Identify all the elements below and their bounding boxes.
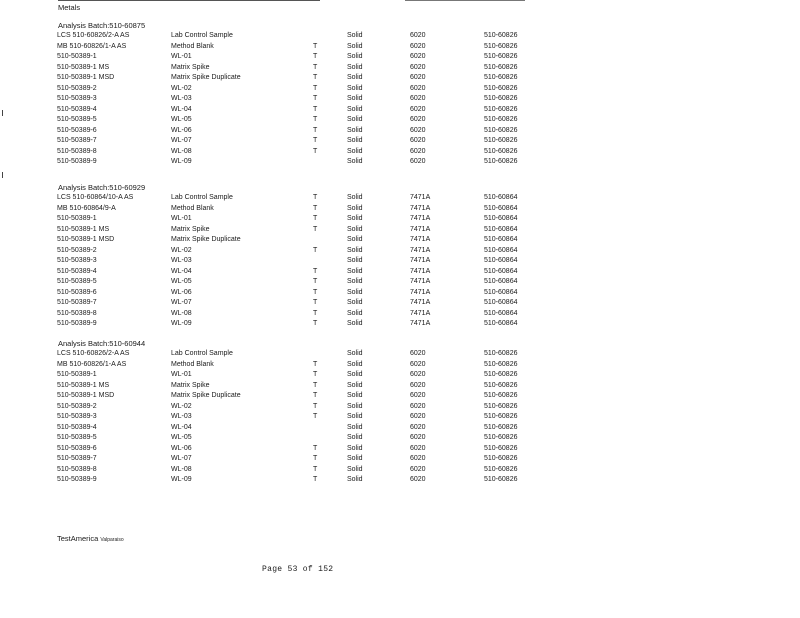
sample-type: WL-05 bbox=[171, 434, 192, 441]
matrix: Solid bbox=[347, 215, 363, 222]
sample-type: WL-09 bbox=[171, 320, 192, 327]
sample-id: LCS 510-60864/10-A AS bbox=[57, 194, 134, 201]
sample-type: WL-08 bbox=[171, 147, 192, 155]
table-row bbox=[0, 236, 800, 246]
sample-id: 510-50389-1 MS bbox=[57, 63, 110, 71]
method: 7471A bbox=[410, 320, 431, 327]
table-row bbox=[0, 268, 800, 278]
method: 6020 bbox=[410, 413, 426, 420]
sample-type: WL-03 bbox=[171, 95, 192, 102]
result-flag: T bbox=[313, 371, 318, 378]
method: 7471A bbox=[410, 257, 431, 264]
matrix: Solid bbox=[347, 74, 363, 81]
matrix: Solid bbox=[347, 63, 363, 71]
prep-batch: 510-60826 bbox=[484, 371, 518, 378]
sample-id: 510-50389-8 bbox=[57, 147, 97, 155]
table-row bbox=[0, 205, 800, 215]
result-flag: T bbox=[313, 476, 318, 483]
result-flag: T bbox=[313, 74, 318, 81]
sample-type: WL-08 bbox=[171, 465, 192, 473]
prep-batch: 510-60826 bbox=[484, 455, 518, 462]
matrix: Solid bbox=[347, 147, 363, 155]
prep-batch: 510-60826 bbox=[484, 116, 518, 123]
matrix: Solid bbox=[347, 371, 363, 378]
sample-id: 510-50389-4 bbox=[57, 105, 97, 113]
sample-type: WL-04 bbox=[171, 267, 192, 275]
table-row bbox=[0, 148, 800, 158]
sample-type: Method Blank bbox=[171, 42, 214, 50]
method: 6020 bbox=[410, 402, 426, 410]
matrix: Solid bbox=[347, 257, 363, 264]
result-flag: T bbox=[313, 278, 318, 285]
sample-id: 510-50389-2 bbox=[57, 402, 97, 410]
prep-batch: 510-60864 bbox=[484, 278, 518, 285]
result-flag: T bbox=[313, 288, 318, 296]
table-row bbox=[0, 299, 800, 309]
sample-id: LCS 510-60826/2-A AS bbox=[57, 350, 130, 357]
sample-id: MB 510-60826/1-A AS bbox=[57, 42, 127, 50]
method: 6020 bbox=[410, 137, 426, 144]
table-row bbox=[0, 361, 800, 371]
matrix: Solid bbox=[347, 204, 363, 212]
matrix: Solid bbox=[347, 455, 363, 462]
table-row bbox=[0, 226, 800, 236]
sample-type: WL-04 bbox=[171, 105, 192, 113]
sample-type: Lab Control Sample bbox=[171, 194, 233, 201]
sample-type: WL-01 bbox=[171, 53, 192, 60]
sample-type: WL-06 bbox=[171, 444, 192, 452]
sample-id: 510-50389-6 bbox=[57, 126, 97, 134]
method: 6020 bbox=[410, 147, 426, 155]
sample-id: 510-50389-5 bbox=[57, 278, 97, 285]
sample-id: 510-50389-1 MS bbox=[57, 381, 110, 389]
batch-title: Analysis Batch:510-60929 bbox=[58, 183, 146, 192]
matrix: Solid bbox=[347, 465, 363, 473]
table-row bbox=[0, 310, 800, 320]
sample-id: 510-50389-1 bbox=[57, 215, 97, 222]
table-row bbox=[0, 320, 800, 330]
table-row bbox=[0, 53, 800, 63]
method: 7471A bbox=[410, 288, 431, 296]
method: 6020 bbox=[410, 105, 426, 113]
method: 6020 bbox=[410, 126, 426, 134]
sample-id: 510-50389-1 MSD bbox=[57, 74, 115, 81]
result-flag: T bbox=[313, 381, 318, 389]
result-flag: T bbox=[313, 84, 318, 92]
prep-batch: 510-60864 bbox=[484, 246, 518, 254]
matrix: Solid bbox=[347, 84, 363, 92]
prep-batch: 510-60826 bbox=[484, 137, 518, 144]
matrix: Solid bbox=[347, 278, 363, 285]
method: 6020 bbox=[410, 32, 426, 39]
matrix: Solid bbox=[347, 402, 363, 410]
prep-batch: 510-60864 bbox=[484, 299, 518, 306]
table-row bbox=[0, 466, 800, 476]
result-flag: T bbox=[313, 137, 318, 144]
method: 7471A bbox=[410, 299, 431, 306]
matrix: Solid bbox=[347, 381, 363, 389]
sample-id: 510-50389-1 MS bbox=[57, 225, 110, 233]
matrix: Solid bbox=[347, 32, 363, 39]
method: 6020 bbox=[410, 53, 426, 60]
prep-batch: 510-60826 bbox=[484, 53, 518, 60]
margin-mark bbox=[2, 172, 3, 178]
table-row bbox=[0, 350, 800, 360]
sample-type: Matrix Spike bbox=[171, 381, 210, 389]
table-row bbox=[0, 194, 800, 204]
matrix: Solid bbox=[347, 476, 363, 483]
prep-batch: 510-60864 bbox=[484, 267, 518, 275]
sample-type: WL-09 bbox=[171, 158, 192, 165]
prep-batch: 510-60864 bbox=[484, 215, 518, 222]
header-rule bbox=[58, 0, 320, 1]
table-row bbox=[0, 289, 800, 299]
table-row bbox=[0, 85, 800, 95]
result-flag: T bbox=[313, 309, 318, 317]
sample-id: 510-50389-1 bbox=[57, 371, 97, 378]
result-flag: T bbox=[313, 320, 318, 327]
table-row bbox=[0, 158, 800, 168]
table-row bbox=[0, 403, 800, 413]
table-row bbox=[0, 95, 800, 105]
method: 6020 bbox=[410, 423, 426, 431]
method: 6020 bbox=[410, 116, 426, 123]
prep-batch: 510-60826 bbox=[484, 476, 518, 483]
table-row bbox=[0, 392, 800, 402]
sample-type: WL-06 bbox=[171, 288, 192, 296]
table-row bbox=[0, 424, 800, 434]
table-row bbox=[0, 247, 800, 257]
result-flag: T bbox=[313, 360, 318, 368]
sample-id: 510-50389-1 MSD bbox=[57, 236, 115, 243]
sample-id: 510-50389-4 bbox=[57, 267, 97, 275]
table-row bbox=[0, 74, 800, 84]
result-flag: T bbox=[313, 267, 318, 275]
result-flag: T bbox=[313, 204, 318, 212]
method: 6020 bbox=[410, 465, 426, 473]
result-flag: T bbox=[313, 402, 318, 410]
table-row bbox=[0, 43, 800, 53]
prep-batch: 510-60864 bbox=[484, 194, 518, 201]
result-flag: T bbox=[313, 392, 318, 399]
sample-id: 510-50389-8 bbox=[57, 309, 97, 317]
sample-type: Matrix Spike Duplicate bbox=[171, 236, 241, 243]
sample-id: 510-50389-6 bbox=[57, 288, 97, 296]
prep-batch: 510-60826 bbox=[484, 381, 518, 389]
matrix: Solid bbox=[347, 288, 363, 296]
method: 6020 bbox=[410, 74, 426, 81]
result-flag: T bbox=[313, 465, 318, 473]
matrix: Solid bbox=[347, 444, 363, 452]
prep-batch: 510-60826 bbox=[484, 392, 518, 399]
table-row bbox=[0, 215, 800, 225]
prep-batch: 510-60826 bbox=[484, 42, 518, 50]
matrix: Solid bbox=[347, 392, 363, 399]
table-row bbox=[0, 476, 800, 486]
table-row bbox=[0, 382, 800, 392]
result-flag: T bbox=[313, 105, 318, 113]
method: 7471A bbox=[410, 278, 431, 285]
table-row bbox=[0, 257, 800, 267]
result-flag: T bbox=[313, 53, 318, 60]
result-flag: T bbox=[313, 42, 318, 50]
sample-type: WL-07 bbox=[171, 137, 192, 144]
prep-batch: 510-60826 bbox=[484, 465, 518, 473]
sample-id: 510-50389-5 bbox=[57, 434, 97, 441]
matrix: Solid bbox=[347, 194, 363, 201]
matrix: Solid bbox=[347, 126, 363, 134]
result-flag: T bbox=[313, 95, 318, 102]
prep-batch: 510-60826 bbox=[484, 126, 518, 134]
sample-type: WL-06 bbox=[171, 126, 192, 134]
matrix: Solid bbox=[347, 95, 363, 102]
result-flag: T bbox=[313, 246, 318, 254]
matrix: Solid bbox=[347, 158, 363, 165]
prep-batch: 510-60826 bbox=[484, 360, 518, 368]
method: 6020 bbox=[410, 63, 426, 71]
prep-batch: 510-60826 bbox=[484, 147, 518, 155]
result-flag: T bbox=[313, 444, 318, 452]
sample-type: Matrix Spike Duplicate bbox=[171, 392, 241, 399]
batch-title: Analysis Batch:510-60944 bbox=[58, 339, 146, 348]
method: 6020 bbox=[410, 455, 426, 462]
table-row bbox=[0, 455, 800, 465]
sample-id: 510-50389-8 bbox=[57, 465, 97, 473]
matrix: Solid bbox=[347, 320, 363, 327]
prep-batch: 510-60826 bbox=[484, 350, 518, 357]
sample-id: 510-50389-3 bbox=[57, 257, 97, 264]
footer-company bbox=[57, 534, 124, 543]
result-flag: T bbox=[313, 63, 318, 71]
table-row bbox=[0, 445, 800, 455]
sample-id: 510-50389-7 bbox=[57, 137, 97, 144]
result-flag: T bbox=[313, 116, 318, 123]
prep-batch: 510-60826 bbox=[484, 413, 518, 420]
matrix: Solid bbox=[347, 53, 363, 60]
prep-batch: 510-60864 bbox=[484, 225, 518, 233]
sample-id: 510-50389-9 bbox=[57, 476, 97, 483]
prep-batch: 510-60826 bbox=[484, 32, 518, 39]
method: 6020 bbox=[410, 392, 426, 399]
sample-type: WL-01 bbox=[171, 215, 192, 222]
sample-type: WL-03 bbox=[171, 257, 192, 264]
sample-id: 510-50389-2 bbox=[57, 84, 97, 92]
matrix: Solid bbox=[347, 309, 363, 317]
result-flag: T bbox=[313, 299, 318, 306]
sample-id: 510-50389-4 bbox=[57, 423, 97, 431]
sample-type: Method Blank bbox=[171, 204, 214, 212]
sample-type: WL-07 bbox=[171, 455, 192, 462]
method: 7471A bbox=[410, 236, 431, 243]
matrix: Solid bbox=[347, 360, 363, 368]
method: 6020 bbox=[410, 158, 426, 165]
sample-type: WL-01 bbox=[171, 371, 192, 378]
method: 6020 bbox=[410, 95, 426, 102]
method: 6020 bbox=[410, 350, 426, 357]
prep-batch: 510-60864 bbox=[484, 309, 518, 317]
method: 6020 bbox=[410, 84, 426, 92]
method: 6020 bbox=[410, 476, 426, 483]
result-flag: T bbox=[313, 215, 318, 222]
matrix: Solid bbox=[347, 434, 363, 441]
method: 6020 bbox=[410, 42, 426, 50]
sample-id: 510-50389-3 bbox=[57, 95, 97, 102]
sample-type: Lab Control Sample bbox=[171, 350, 233, 357]
sample-id: 510-50389-1 bbox=[57, 53, 97, 60]
matrix: Solid bbox=[347, 236, 363, 243]
batch-title: Analysis Batch:510-60875 bbox=[58, 21, 146, 30]
prep-batch: 510-60864 bbox=[484, 288, 518, 296]
sample-type: WL-08 bbox=[171, 309, 192, 317]
result-flag: T bbox=[313, 194, 318, 201]
sample-id: 510-50389-5 bbox=[57, 116, 97, 123]
sample-id: 510-50389-1 MSD bbox=[57, 392, 115, 399]
prep-batch: 510-60826 bbox=[484, 402, 518, 410]
matrix: Solid bbox=[347, 116, 363, 123]
prep-batch: 510-60826 bbox=[484, 444, 518, 452]
method: 7471A bbox=[410, 309, 431, 317]
matrix: Solid bbox=[347, 267, 363, 275]
matrix: Solid bbox=[347, 105, 363, 113]
table-row bbox=[0, 106, 800, 116]
method: 6020 bbox=[410, 360, 426, 368]
method: 7471A bbox=[410, 267, 431, 275]
table-row bbox=[0, 434, 800, 444]
result-flag: T bbox=[313, 126, 318, 134]
result-flag: T bbox=[313, 413, 318, 420]
sample-id: 510-50389-9 bbox=[57, 158, 97, 165]
matrix: Solid bbox=[347, 246, 363, 254]
sample-type: Matrix Spike bbox=[171, 63, 210, 71]
method: 7471A bbox=[410, 215, 431, 222]
matrix: Solid bbox=[347, 137, 363, 144]
sample-id: MB 510-60864/9-A bbox=[57, 204, 116, 212]
matrix: Solid bbox=[347, 299, 363, 306]
matrix: Solid bbox=[347, 413, 363, 420]
result-flag: T bbox=[313, 147, 318, 155]
prep-batch: 510-60864 bbox=[484, 257, 518, 264]
sample-id: 510-50389-6 bbox=[57, 444, 97, 452]
sample-type: WL-03 bbox=[171, 413, 192, 420]
table-row bbox=[0, 32, 800, 42]
prep-batch: 510-60826 bbox=[484, 95, 518, 102]
table-row bbox=[0, 137, 800, 147]
prep-batch: 510-60826 bbox=[484, 434, 518, 441]
table-row bbox=[0, 127, 800, 137]
sample-type: WL-02 bbox=[171, 402, 192, 410]
sample-type: Lab Control Sample bbox=[171, 32, 233, 39]
sample-type: WL-05 bbox=[171, 278, 192, 285]
sample-type: Method Blank bbox=[171, 360, 214, 368]
sample-type: WL-07 bbox=[171, 299, 192, 306]
result-flag: T bbox=[313, 455, 318, 462]
prep-batch: 510-60826 bbox=[484, 63, 518, 71]
matrix: Solid bbox=[347, 423, 363, 431]
sample-id: 510-50389-2 bbox=[57, 246, 97, 254]
sample-type: WL-09 bbox=[171, 476, 192, 483]
header-rule-right bbox=[405, 0, 525, 1]
sample-id: 510-50389-3 bbox=[57, 413, 97, 420]
method: 6020 bbox=[410, 434, 426, 441]
matrix: Solid bbox=[347, 42, 363, 50]
sample-type: WL-02 bbox=[171, 84, 192, 92]
method: 7471A bbox=[410, 225, 431, 233]
prep-batch: 510-60864 bbox=[484, 236, 518, 243]
company-location: Valparaiso bbox=[100, 537, 124, 543]
prep-batch: 510-60826 bbox=[484, 105, 518, 113]
company-name: TestAmerica bbox=[57, 534, 101, 543]
table-row bbox=[0, 278, 800, 288]
sample-id: LCS 510-60826/2-A AS bbox=[57, 32, 130, 39]
table-row bbox=[0, 64, 800, 74]
prep-batch: 510-60864 bbox=[484, 320, 518, 327]
sample-id: 510-50389-7 bbox=[57, 299, 97, 306]
method: 6020 bbox=[410, 371, 426, 378]
sample-id: 510-50389-9 bbox=[57, 320, 97, 327]
matrix: Solid bbox=[347, 225, 363, 233]
sample-type: WL-02 bbox=[171, 246, 192, 254]
table-row bbox=[0, 371, 800, 381]
table-row bbox=[0, 413, 800, 423]
method: 7471A bbox=[410, 246, 431, 254]
sample-id: 510-50389-7 bbox=[57, 455, 97, 462]
matrix: Solid bbox=[347, 350, 363, 357]
method: 7471A bbox=[410, 204, 431, 212]
prep-batch: 510-60864 bbox=[484, 204, 518, 212]
result-flag: T bbox=[313, 225, 318, 233]
sample-type: WL-04 bbox=[171, 423, 192, 431]
sample-type: WL-05 bbox=[171, 116, 192, 123]
method: 6020 bbox=[410, 381, 426, 389]
method: 7471A bbox=[410, 194, 431, 201]
prep-batch: 510-60826 bbox=[484, 74, 518, 81]
prep-batch: 510-60826 bbox=[484, 158, 518, 165]
sample-type: Matrix Spike bbox=[171, 225, 210, 233]
method: 6020 bbox=[410, 444, 426, 452]
sample-id: MB 510-60826/1-A AS bbox=[57, 360, 127, 368]
table-row bbox=[0, 116, 800, 126]
prep-batch: 510-60826 bbox=[484, 423, 518, 431]
prep-batch: 510-60826 bbox=[484, 84, 518, 92]
page-number: Page 53 of 152 bbox=[262, 565, 334, 574]
sample-type: Matrix Spike Duplicate bbox=[171, 74, 241, 81]
section-title: Metals bbox=[58, 3, 81, 12]
